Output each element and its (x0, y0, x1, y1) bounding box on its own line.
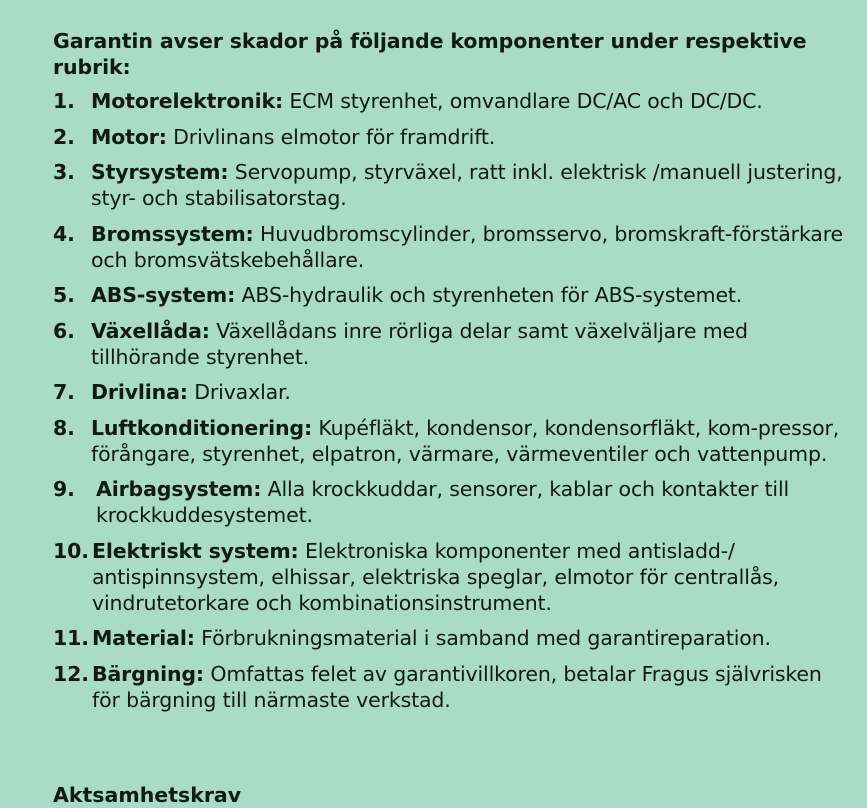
list-item (53, 88, 853, 114)
item-description: Servopump, styrväxel, ratt inkl. elektrisk /manuell justering, styr- och stabilisatorstag. (91, 160, 843, 210)
item-number: 11. (53, 626, 89, 650)
item-description: Drivlinans elmotor för framdrift. (173, 124, 496, 149)
item-number: 3. (53, 160, 75, 184)
item-description: Kupéfläkt, kondensor, kondensorfläkt, kom-pressor, förångare, styrenhet, elpatron, värmare, värmeventiler och vattenpump. (91, 415, 840, 466)
warranty-section (53, 28, 853, 722)
item-number: 4. (53, 221, 75, 246)
section-intro: Garantin avser skador på följande komponenter under respektive rubrik: (53, 29, 807, 79)
item-number: 10. (53, 538, 89, 563)
item-number: 9. (53, 477, 75, 501)
item-term: ABS-system: (91, 283, 236, 307)
list-item (53, 538, 853, 616)
item-description: Huvudbromscylinder, bromsservo, bromskraft-förstärkare och bromsvätskebehållare. (91, 221, 844, 272)
item-number: 6. (53, 318, 75, 343)
item-description: Alla krockkuddar, sensorer, kablar och kontakter till krockkuddesystemet. (96, 477, 790, 527)
item-description: Drivaxlar. (194, 380, 291, 404)
item-term: Bärgning: (92, 661, 204, 686)
component-list (53, 88, 853, 713)
item-number: 12. (53, 661, 89, 686)
list-item (53, 282, 853, 308)
item-description: Elektroniska komponenter med antisladd-/ antispinnsystem, elhissar, elektriska speglar, elmotor för centrallås, vindrutetorkare och kombinationsinstrument. (92, 538, 780, 615)
list-item (53, 318, 853, 370)
item-term: Luftkonditionering: (91, 415, 312, 440)
item-term: Elektriskt system: (92, 538, 299, 563)
item-term: Motor: (91, 124, 167, 149)
list-item (53, 476, 853, 528)
item-term: Material: (92, 626, 195, 650)
item-number: 1. (53, 89, 75, 113)
list-item (53, 661, 853, 713)
item-number: 8. (53, 415, 75, 440)
list-item (53, 221, 853, 273)
item-description: Förbrukningsmaterial i samband med garantireparation. (201, 626, 771, 650)
item-term: Styrsystem: (91, 160, 229, 184)
list-item (53, 159, 853, 211)
list-item (53, 415, 853, 467)
item-term: Växellåda: (91, 318, 210, 343)
list-item (53, 625, 853, 651)
list-item (53, 379, 853, 405)
item-number: 2. (53, 124, 75, 149)
item-term: Drivlina: (91, 380, 188, 404)
item-term: Bromssystem: (91, 221, 254, 246)
item-term: Motorelektronik: (91, 89, 283, 113)
item-number: 5. (53, 283, 75, 307)
item-description: Omfattas felet av garantivillkoren, betalar Fragus självrisken för bärgning till närmaste verkstad. (92, 661, 822, 712)
item-description: ABS-hydraulik och styrenheten för ABS-systemet. (241, 283, 743, 307)
next-section-heading: Aktsamhetskrav (53, 783, 242, 807)
item-number: 7. (53, 380, 75, 404)
item-term: Airbagsystem: (96, 477, 262, 501)
item-description: Växellådans inre rörliga delar samt växelväljare med tillhörande styrenhet. (91, 318, 748, 369)
list-item (53, 124, 853, 150)
item-description: ECM styrenhet, omvandlare DC/AC och DC/DC. (289, 89, 763, 113)
